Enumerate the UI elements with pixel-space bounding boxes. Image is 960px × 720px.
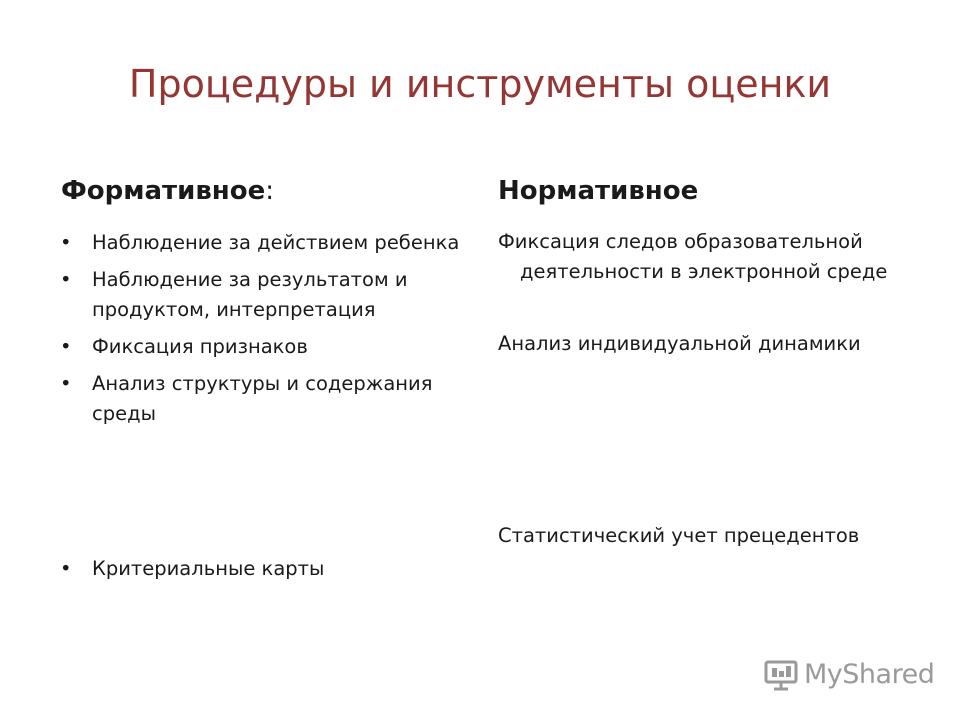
normative-item: Анализ индивидуальной динамики — [498, 332, 861, 355]
formative-item: • Наблюдение за действием ребенка — [60, 228, 480, 258]
myshared-watermark — [764, 656, 935, 692]
formative-heading-label: Формативное — [61, 176, 266, 206]
formative-item: • Анализ структуры и содержания среды — [60, 369, 480, 429]
formative-item: • Фиксация признаков — [60, 332, 480, 362]
formative-heading — [61, 176, 274, 206]
slide-title: Процедуры и инструменты оценки — [128, 62, 832, 106]
normative-heading: Нормативное — [498, 176, 699, 206]
normative-item: Статистический учет прецедентов — [498, 524, 860, 547]
watermark-text: MyShared — [804, 658, 935, 690]
formative-list — [60, 228, 480, 429]
formative-item-criteria-cards: • Критериальные карты — [60, 554, 480, 584]
normative-item: Фиксация следов образовательной деятельности в электронной среде — [498, 230, 888, 283]
formative-heading-colon: : — [265, 176, 275, 206]
presentation-board-icon — [764, 657, 798, 691]
formative-item: • Наблюдение за результатом и продуктом, интерпретация — [60, 265, 480, 325]
